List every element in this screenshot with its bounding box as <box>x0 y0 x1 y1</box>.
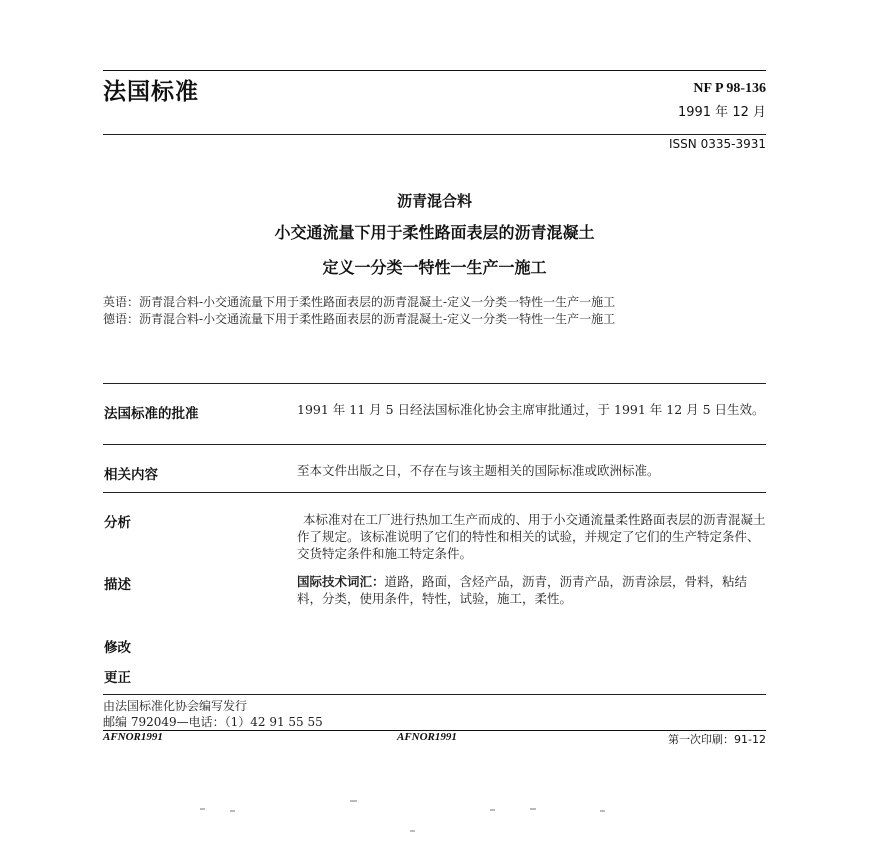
print-info: 第一次印刷：91-12 <box>668 733 766 746</box>
top-rule <box>103 70 766 71</box>
keyword-list: 道路，路面，含烃产品，沥青，沥青产品，沥青涂层，骨料，粘结料，分类，使用条件，特性，试验，施工，柔性。 <box>297 574 748 606</box>
title-line-1: 沥青混合料 <box>396 192 472 210</box>
english-title: 英语：沥青混合料-小交通流量下用于柔性路面表层的沥青混凝土-定义一分类一特性一生产一施工 <box>103 295 616 309</box>
section-rule <box>103 383 766 384</box>
analysis-label: 分析 <box>104 515 131 531</box>
approval-text: 1991 年 11 月 5 日经法国标准化协会主席审批通过，于 1991 年 12 月 5 日生效。 <box>297 402 765 417</box>
descriptors-text <box>297 573 767 607</box>
header-rule <box>103 134 766 135</box>
org-title: 法国标准 <box>103 79 199 105</box>
copyright-mark-left: AFNOR1991 <box>103 731 163 743</box>
section-rule <box>103 492 766 493</box>
title-line-3: 定义一分类一特性一生产一施工 <box>322 258 547 277</box>
standard-date: 1991 年 12 月 <box>677 105 766 120</box>
scan-specks <box>180 800 680 840</box>
related-text: 至本文件出版之日，不存在与该主题相关的国际标准或欧洲标准。 <box>297 463 660 478</box>
approval-label: 法国标准的批准 <box>104 406 199 422</box>
standard-number: NF P 98-136 <box>693 81 766 96</box>
correction-label: 更正 <box>104 670 131 686</box>
section-rule <box>103 444 766 445</box>
keyword-label: 国际技术词汇： <box>297 574 385 589</box>
amendment-label: 修改 <box>104 640 131 656</box>
descriptors-label: 描述 <box>104 577 131 593</box>
german-title: 德语：沥青混合料-小交通流量下用于柔性路面表层的沥青混凝土-定义一分类一特性一生产一施工 <box>103 312 616 326</box>
related-label: 相关内容 <box>104 467 158 483</box>
publisher-note: 由法国标准化协会编写发行 <box>103 699 248 713</box>
copyright-mark-center: AFNOR1991 <box>397 731 457 743</box>
contact-info: 邮编 792049—电话：（1）42 91 55 55 <box>103 715 323 729</box>
issn: ISSN 0335-3931 <box>669 137 766 151</box>
analysis-text: 本标准对在工厂进行热加工生产而成的、用于小交通流量柔性路面表层的沥青混凝土作了规定。该标准说明了它们的特性和相关的试验，并规定了它们的生产特定条件、交货特定条件和施工特定条件。 <box>297 512 766 561</box>
footer-rule <box>103 694 766 695</box>
title-line-2: 小交通流量下用于柔性路面表层的沥青混凝土 <box>274 223 595 242</box>
